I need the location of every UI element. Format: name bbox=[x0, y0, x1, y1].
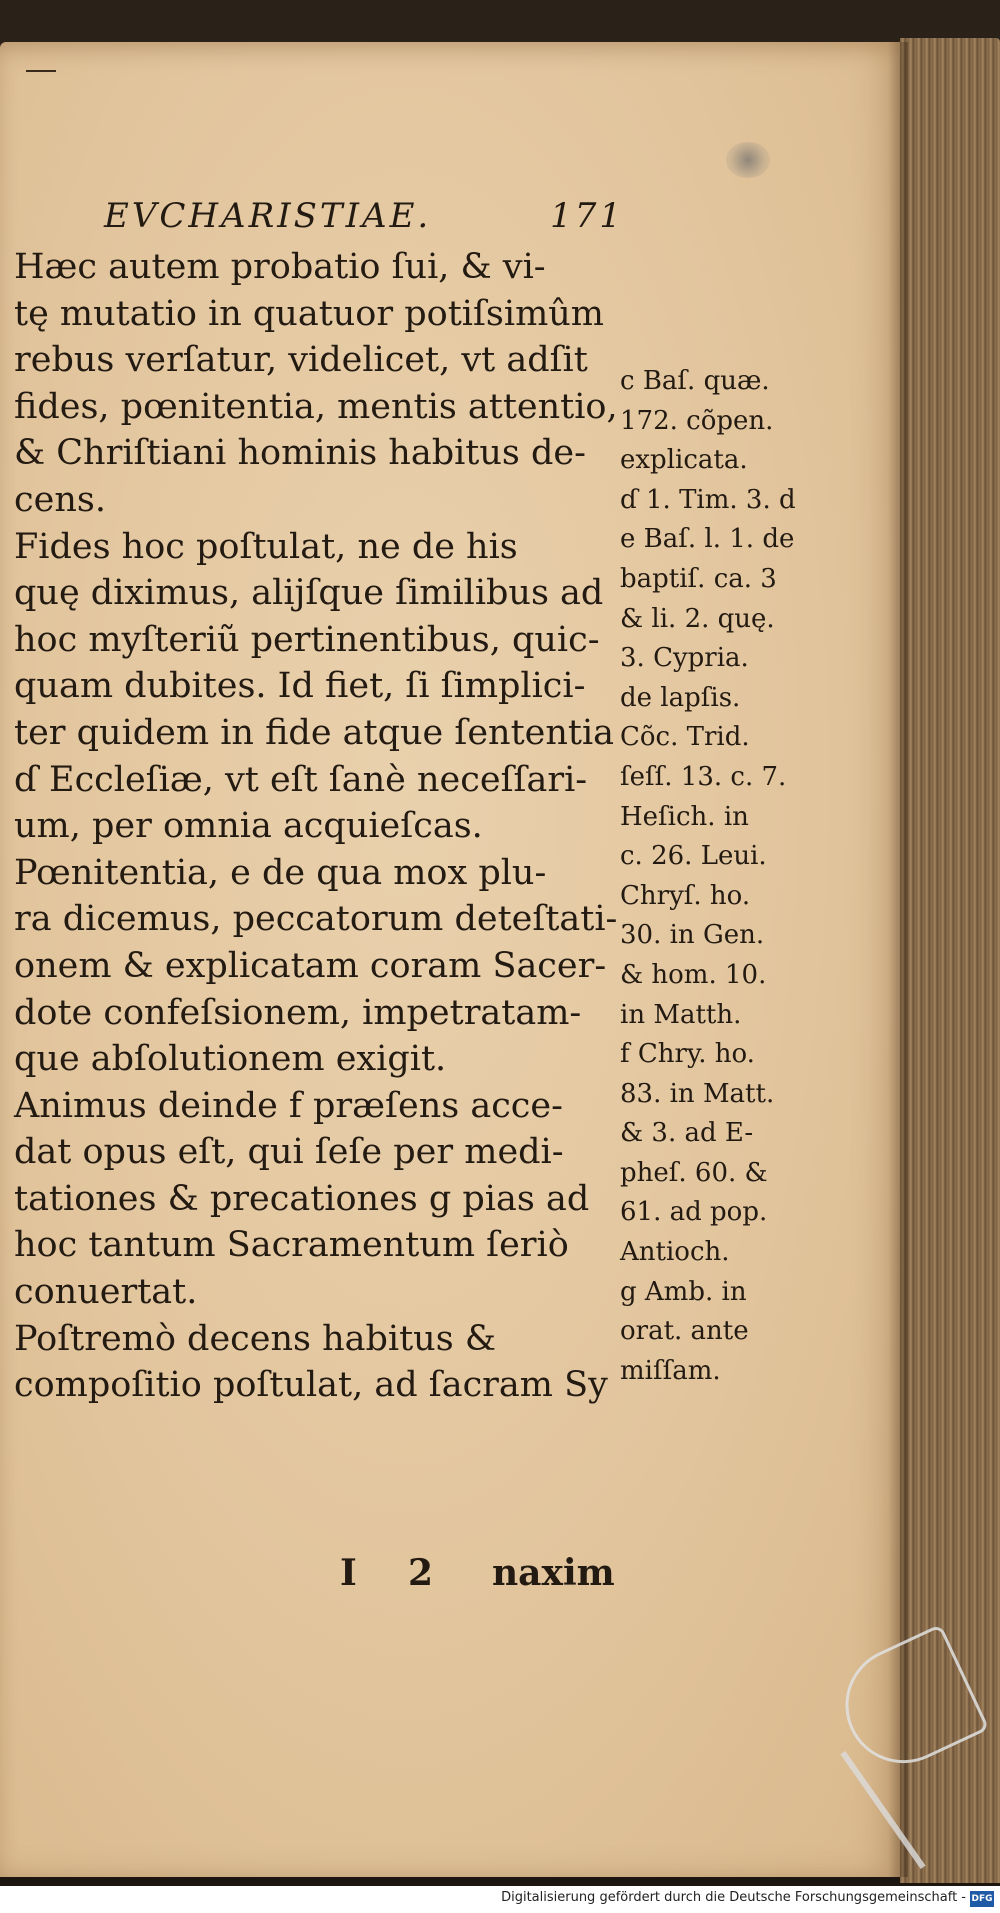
margin-note: 30. in Gen. bbox=[620, 920, 765, 951]
paper-stain bbox=[726, 142, 770, 178]
text-line: rebus verſatur, videlicet, vt adſit bbox=[14, 340, 588, 381]
margin-note: Cõc. Trid. bbox=[620, 722, 750, 753]
text-line: quam dubites. Id fiet, ſi ſimplici- bbox=[14, 666, 586, 707]
text-line: Poſtremò decens habitus & bbox=[14, 1318, 496, 1359]
text-line: cens. bbox=[14, 479, 106, 520]
margin-note: 172. cõpen. bbox=[620, 405, 774, 436]
margin-note: Chryſ. ho. bbox=[620, 880, 751, 911]
margin-note: baptiſ. ca. 3 bbox=[620, 563, 777, 594]
text-line: tationes & precationes g pias ad bbox=[14, 1178, 590, 1219]
margin-note: miſſam. bbox=[620, 1355, 721, 1386]
corner-mark bbox=[26, 70, 56, 72]
running-head-title: EVCHARISTIAE. bbox=[104, 196, 432, 236]
margin-note: in Matth. bbox=[620, 999, 742, 1030]
margin-note: pheſ. 60. & bbox=[620, 1157, 768, 1188]
text-line: hoc tantum Sacramentum ſeriò bbox=[14, 1225, 569, 1266]
text-line: dote confeſsionem, impetratam- bbox=[14, 992, 582, 1033]
margin-note: & 3. ad E- bbox=[620, 1118, 754, 1149]
margin-note: f Chry. ho. bbox=[620, 1039, 755, 1070]
page-gutter-shadow bbox=[888, 42, 908, 1877]
text-line: Fides hoc poſtulat, ne de his bbox=[14, 526, 518, 567]
text-line: ɗ Eccleſiæ, vt eſt ſanè neceſſari- bbox=[14, 759, 588, 800]
text-line: conuertat. bbox=[14, 1272, 198, 1313]
margin-note: ɗ 1. Tim. 3. d bbox=[620, 484, 796, 515]
page-footer bbox=[340, 1552, 640, 1600]
margin-note: Heſich. in bbox=[620, 801, 749, 832]
text-line: quę diximus, alijſque ſimilibus ad bbox=[14, 573, 604, 614]
margin-note: 3. Cypria. bbox=[620, 643, 749, 674]
text-line: Animus deinde f præſens acce- bbox=[14, 1085, 563, 1126]
dfg-logo: DFG bbox=[970, 1891, 994, 1907]
text-line: onem & explicatam coram Sacer- bbox=[14, 945, 607, 986]
running-head bbox=[104, 196, 624, 240]
text-line: Hæc autem probatio ſui, & vi- bbox=[14, 247, 546, 287]
text-line: ra dicemus, peccatorum deteſtati- bbox=[14, 899, 618, 940]
margin-note: de lapſis. bbox=[620, 682, 741, 713]
text-line: ter quidem in fide atque ſententia bbox=[14, 712, 615, 753]
signature-number: 2 bbox=[408, 1552, 434, 1594]
margin-note: Antioch. bbox=[620, 1237, 730, 1268]
text-line: Pœnitentia, e de qua mox plu- bbox=[14, 852, 547, 893]
margin-note: 61. ad pop. bbox=[620, 1197, 768, 1228]
text-line: fides, pœnitentia, mentis attentio, bbox=[14, 386, 618, 427]
catchword: naxim bbox=[492, 1552, 615, 1594]
text-line: dat opus eſt, qui ſeſe per medi- bbox=[14, 1132, 564, 1173]
text-line: & Chriſtiani hominis habitus de- bbox=[14, 433, 586, 474]
text-line: hoc myſteriũ pertinentibus, quic- bbox=[14, 619, 600, 660]
margin-note: & li. 2. quę. bbox=[620, 603, 775, 634]
margin-note: ſeſſ. 13. c. 7. bbox=[620, 761, 787, 792]
margin-note: c. 26. Leui. bbox=[620, 841, 767, 872]
margin-note: g Amb. in bbox=[620, 1276, 747, 1307]
margin-note: c Baſ. quæ. bbox=[620, 366, 770, 396]
margin-note: 83. in Matt. bbox=[620, 1078, 775, 1109]
digitization-credit-bar bbox=[0, 1886, 1000, 1913]
digitization-credit: Digitalisierung gefördert durch die Deutsche Forschungsgemeinschaft - bbox=[501, 1890, 966, 1905]
margin-note: & hom. 10. bbox=[620, 959, 767, 990]
book-fore-edge bbox=[900, 38, 1000, 1883]
margin-note: e Baſ. l. 1. de bbox=[620, 524, 795, 555]
text-line: que abſolutionem exigit. bbox=[14, 1039, 447, 1080]
text-line: um, per omnia acquieſcas. bbox=[14, 806, 483, 847]
text-line: tę mutatio in quatuor potiſsimûm bbox=[14, 293, 604, 334]
main-text-block bbox=[14, 244, 618, 1409]
page-number: 171 bbox=[550, 196, 624, 236]
marginal-notes bbox=[620, 362, 820, 1391]
margin-note: orat. ante bbox=[620, 1316, 749, 1347]
margin-note: explicata. bbox=[620, 445, 748, 476]
text-line: compoſitio poſtulat, ad ſacram Sy bbox=[14, 1365, 608, 1406]
signature-mark: I bbox=[340, 1552, 357, 1594]
